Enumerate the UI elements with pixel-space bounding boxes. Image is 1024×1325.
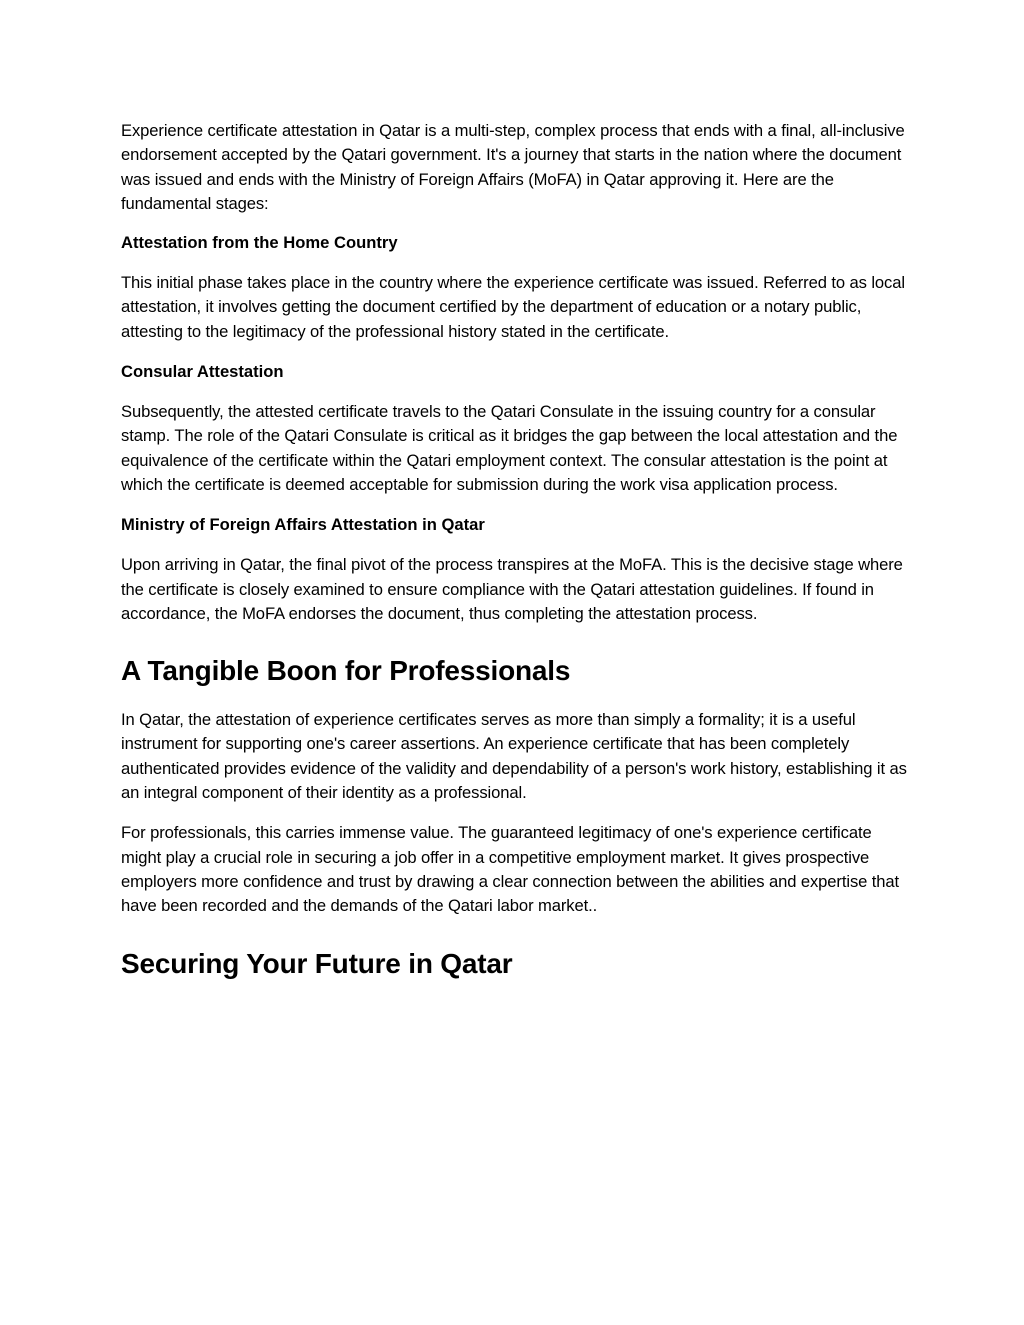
stage-paragraph-home-country: This initial phase takes place in the country where the experience certificate was issued. Referred to as local attestation, it involves getting the document certified by the department of education or a notary public, attesting to the legitimacy of the professional history stated in the certificate. <box>121 273 905 341</box>
stage-heading-home-country: Attestation from the Home Country <box>121 233 398 253</box>
professionals-paragraph-2: For professionals, this carries immense value. The guaranteed legitimacy of one's experience certificate might play a crucial role in securing a job offer in a competitive employment market. It gives prospective employers more confidence and trust by drawing a clear connection between the abilities and expertise that have been recorded and the demands of the Qatari labor market.. <box>121 823 900 916</box>
section-heading-future: Securing Your Future in Qatar <box>121 947 513 979</box>
stage-heading-consular: Consular Attestation <box>121 362 284 382</box>
professionals-paragraph-1: In Qatar, the attestation of experience certificates serves as more than simply a formality; it is a useful instrument for supporting one's career assertions. An experience certificate that has been completely authenticated provides evidence of the validity and dependability of a person's work history, establishing it as an integral component of their identity as a professional. <box>121 710 907 803</box>
section-heading-professionals: A Tangible Boon for Professionals <box>121 655 571 687</box>
document-page <box>121 119 911 1001</box>
stage-heading-mofa: Ministry of Foreign Affairs Attestation in Qatar <box>121 515 485 535</box>
stage-paragraph-mofa: Upon arriving in Qatar, the final pivot of the process transpires at the MoFA. This is the decisive stage where the certificate is closely examined to ensure compliance with the Qatari attestation guidelines. If found in accordance, the MoFA endorses the document, thus completing the attestation process. <box>121 555 903 623</box>
intro-paragraph: Experience certificate attestation in Qatar is a multi-step, complex process that ends with a final, all-inclusive endorsement accepted by the Qatari government. It's a journey that starts in the nation where the document was issued and ends with the Ministry of Foreign Affairs (MoFA) in Qatar approving it. Here are the fundamental stages: <box>121 121 905 213</box>
stage-paragraph-consular: Subsequently, the attested certificate travels to the Qatari Consulate in the issuing country for a consular stamp. The role of the Qatari Consulate is critical as it bridges the gap between the local attestation and the equivalence of the certificate within the Qatari employment context. The consular attestation is the point at which the certificate is deemed acceptable for submission during the work visa application process. <box>121 402 898 494</box>
